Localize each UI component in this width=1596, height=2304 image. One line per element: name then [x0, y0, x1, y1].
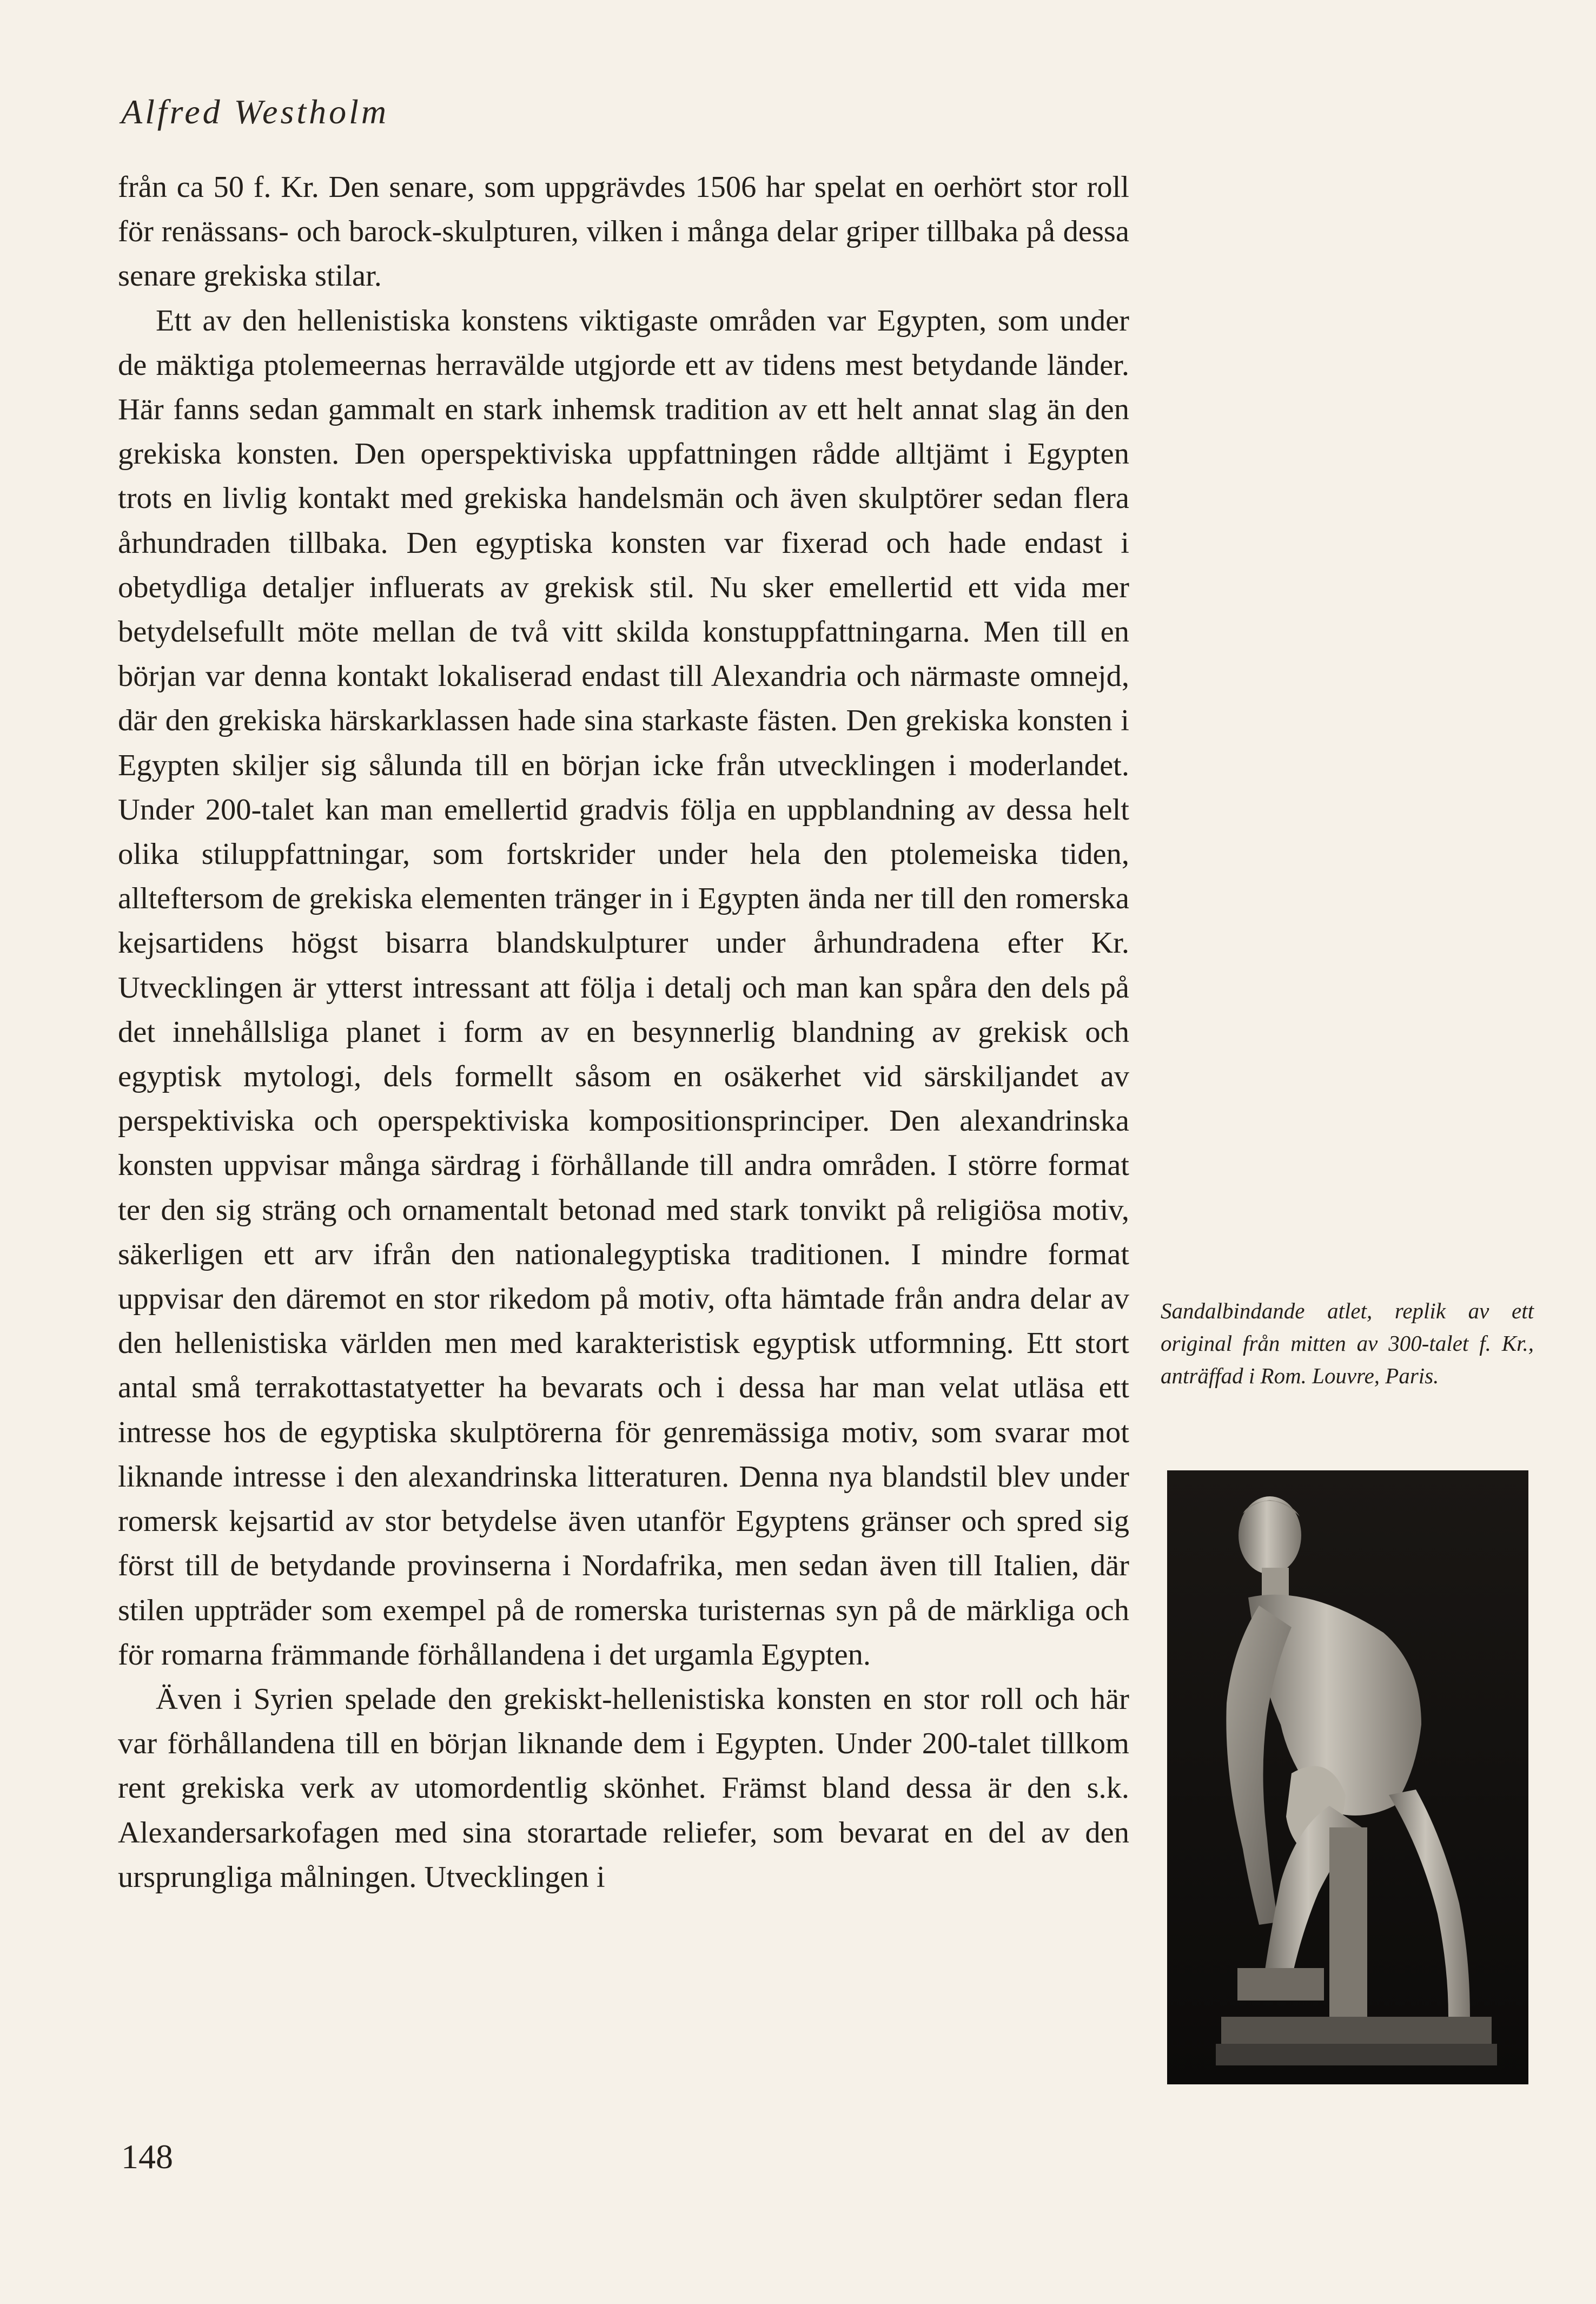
paragraph-3: Även i Syrien spelade den grekiskt-hellenistiska konsten en stor roll och här var förhållandena till en början liknande dem i Egypten. Under 200-talet tillkom rent grekiska verk av utomordentlig skönhet. Främst bland dessa är den s.k. Alexandersarkofagen med sina storartade reliefer, som bevarat en del av den ursprungliga målningen. Utvecklingen i — [118, 1682, 1129, 1894]
figure-caption: Sandalbindande atlet, replik av ett original från mitten av 300-talet f. Kr., anträffad i Rom. Louvre, Paris. — [1161, 1298, 1534, 1388]
paragraph-2: Ett av den hellenistiska konstens viktigaste områden var Egypten, som under de mäktiga ptolemeernas herravälde utgjorde ett av tidens mest betydande länder. Här fanns sedan gammalt en stark inhemsk tradition av ett helt annat slag än den grekiska konsten. Den operspektiviska uppfattningen rådde alltjämt i Egypten trots en livlig kontakt med grekiska handelsmän och även skulptörer sedan flera århundraden tillbaka. Den egyptiska konsten var fixerad och hade endast i obetydliga detaljer influerats av grekisk stil. Nu sker emellertid ett vida mer betydelsefullt möte mellan de två vitt skilda konstuppfattningarna. Men till en början var denna kontakt lokaliserad endast till Alexandria och närmaste omnejd, där den grekiska härskarklassen hade sina starkaste fästen. Den grekiska konsten i Egypten skiljer sig sålunda till en början icke från utvecklingen i moderlandet. Under 200-talet kan man emellertid gradvis följa en uppblandning av dessa helt olika stiluppfattningar, som fortskrider under hela den ptolemeiska tiden, allteftersom de grekiska elementen tränger in i Egypten ända ner till den romerska kejsartidens högst bisarra blandskulpturer under århundradena efter Kr. Utvecklingen är ytterst intressant att följa i detalj och man kan spåra den dels på det innehållsliga planet i form av en besynnerlig blandning av grekisk och egyptisk mytologi, dels formellt såsom en osäkerhet vid särskiljandet av perspektiviska och operspektiviska kompositionsprinciper. Den alexandrinska konsten uppvisar många särdrag i förhållande till andra områden. I större format ter den sig sträng och ornamentalt betonad med stark tonvikt på religiösa motiv, säkerligen ett arv ifrån den nationalegyptiska traditionen. I mindre format uppvisar den däremot en stor rikedom på motiv, ofta hämtade från andra delar av den hellenistiska världen men med karakteristisk egyptisk utformning. Ett stort antal små terrakottastatyetter ha bevarats och i dessa har man velat utläsa ett intresse hos de egyptiska skulptörerna för genremässiga motiv, som svarar mot liknande intresse i den alexandrinska litteraturen. Denna nya blandstil blev under romersk kejsartid av stor betydelse även utanför Egyptens gränser och spred sig först till de betydande provinserna i Nordafrika, men sedan även till Italien, där stilen uppträder som exempel på de romerska turisternas syn på de märkliga och för romarna främmande förhållandena i det urgamla Egypten. — [118, 303, 1129, 1672]
page-number: 148 — [121, 2137, 173, 2176]
main-text-column — [118, 165, 1129, 1899]
statue-illustration — [1167, 1470, 1528, 2084]
statue-photograph — [1167, 1470, 1528, 2084]
paragraph-1: från ca 50 f. Kr. Den senare, som uppgrävdes 1506 har spelat en oerhört stor roll för renässans- och barock-skulpturen, vilken i många delar griper tillbaka på dessa senare grekiska stilar. — [118, 170, 1129, 293]
running-head-author: Alfred Westholm — [121, 93, 389, 131]
